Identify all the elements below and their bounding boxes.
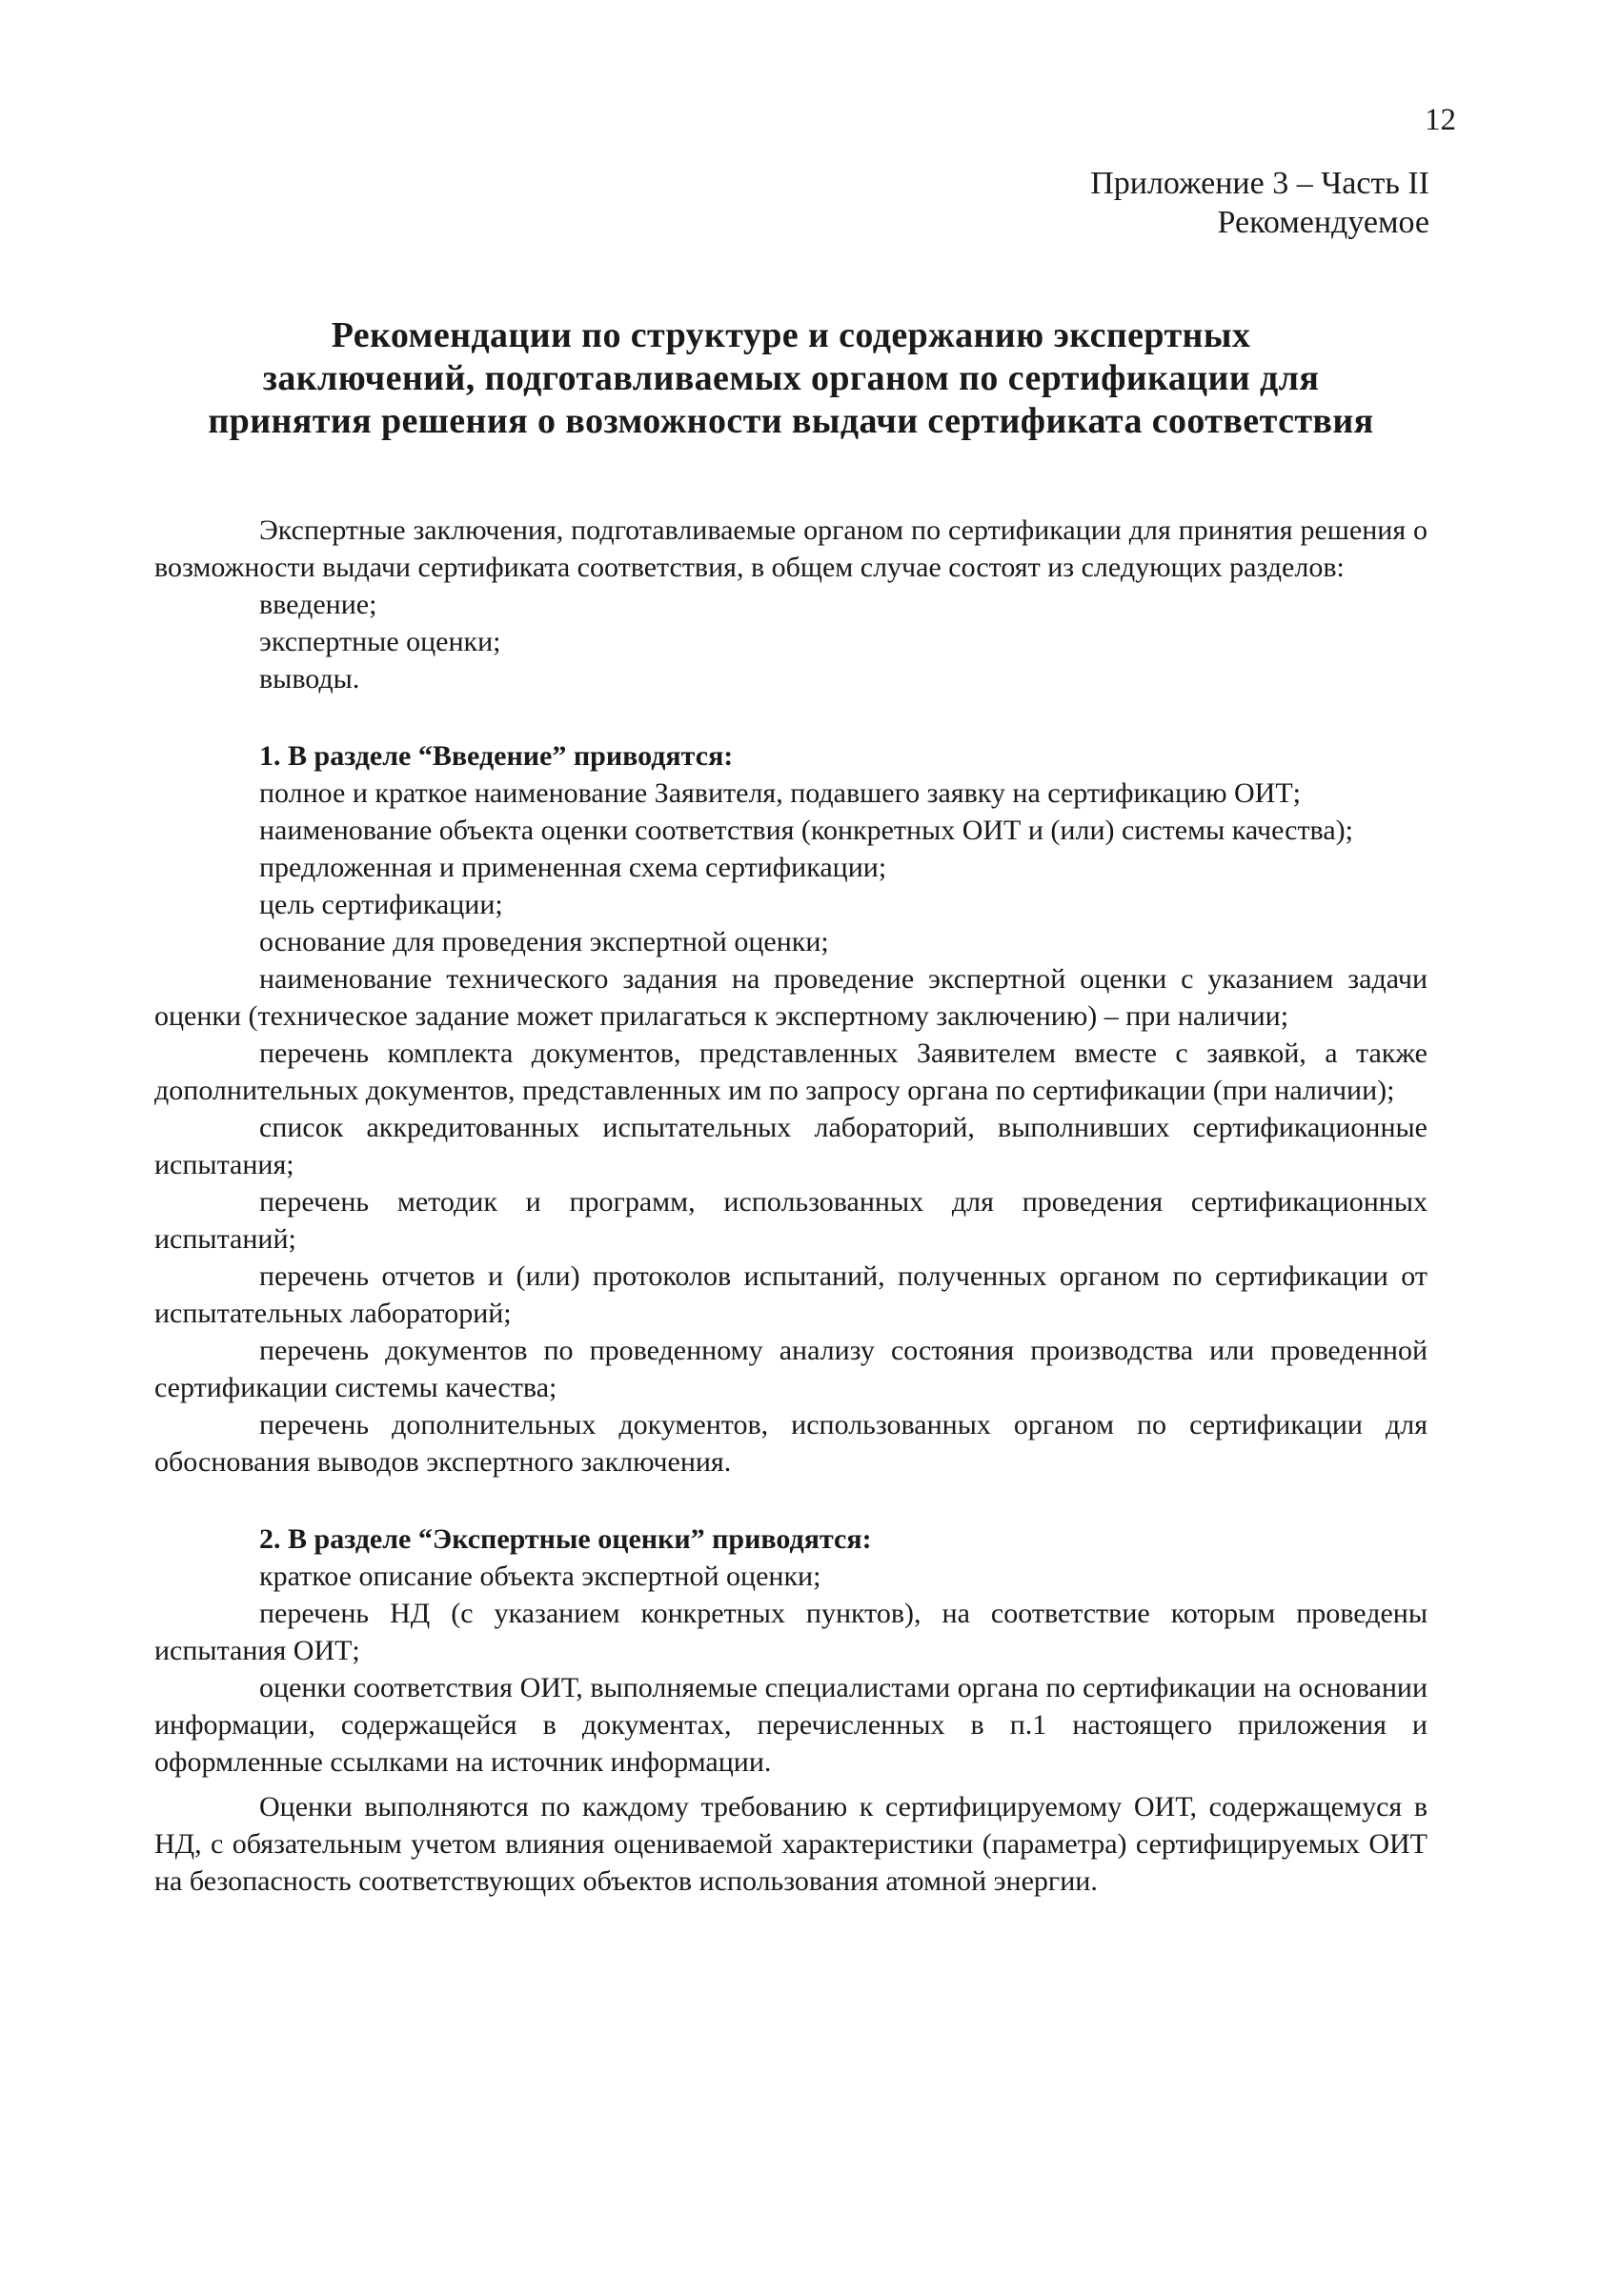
section-1-item: перечень отчетов и (или) протоколов испытаний, полученных органом по сертификации от испытательных лабораторий;	[154, 1260, 1428, 1329]
section-1-heading: 1. В разделе “Введение” приводятся:	[259, 740, 734, 772]
section-1-item: перечень документов по проведенному анализу состояния производства или проведенной сертификации системы качества;	[154, 1335, 1428, 1403]
title-line: принятия решения о возможности выдачи сертификата соответствия	[208, 401, 1374, 441]
document-title	[152, 314, 1429, 443]
section-1-item: наименование технического задания на проведение экспертной оценки с указанием задачи оценки (техническое задание может прилагаться к экспертному заключению) – при наличии;	[154, 963, 1428, 1032]
title-line: заключений, подготавливаемых органом по сертификации для	[262, 358, 1320, 398]
section-1-item: цель сертификации;	[259, 889, 503, 920]
section-1-item: перечень комплекта документов, представленных Заявителем вместе с заявкой, а также дополнительных документов, представленных им по запросу органа по сертификации (при наличии);	[154, 1037, 1428, 1106]
appendix-part: Приложение 3 – Часть II	[1090, 166, 1429, 201]
section-1-item: наименование объекта оценки соответствия (конкретных ОИТ и (или) системы качества);	[259, 815, 1353, 846]
section-2-item: краткое описание объекта экспертной оценки;	[259, 1561, 821, 1592]
section-1-item: основание для проведения экспертной оценки;	[259, 926, 829, 957]
section-2-heading: 2. В разделе “Экспертные оценки” приводятся:	[259, 1523, 872, 1555]
intro-list-item: введение;	[259, 589, 377, 620]
section-1-item: предложенная и примененная схема сертификации;	[259, 852, 887, 883]
section-1-item: список аккредитованных испытательных лабораторий, выполнивших сертификационные испытания;	[154, 1112, 1428, 1180]
appendix-status: Рекомендуемое	[1217, 205, 1429, 240]
document-body	[154, 512, 1428, 1900]
page-number: 12	[1425, 103, 1456, 137]
appendix-label	[1090, 164, 1429, 242]
section-1-item: перечень дополнительных документов, использованных органом по сертификации для обоснования выводов экспертного заключения.	[154, 1409, 1428, 1478]
section-2-paragraph: Оценки выполняются по каждому требованию к сертифицируемому ОИТ, содержащемуся в НД, с обязательным учетом влияния оцениваемой характеристики (параметра) сертифицируемых ОИТ на безопасность соответствующих объектов использования атомной энергии.	[154, 1791, 1428, 1897]
intro-list-item: экспертные оценки;	[259, 626, 501, 657]
section-1-item: перечень методик и программ, использованных для проведения сертификационных испытаний;	[154, 1186, 1428, 1255]
intro-list-item: выводы.	[259, 663, 360, 695]
section-1-item: полное и краткое наименование Заявителя, подавшего заявку на сертификацию ОИТ;	[259, 777, 1301, 809]
intro-paragraph: Экспертные заключения, подготавливаемые органом по сертификации для принятия решения о возможности выдачи сертификата соответствия, в общем случае состоят из следующих разделов:	[154, 514, 1428, 583]
section-2-item: перечень НД (с указанием конкретных пунктов), на соответствие которым проведены испытания ОИТ;	[154, 1598, 1428, 1666]
title-line: Рекомендации по структуре и содержанию экспертных	[331, 315, 1251, 355]
section-2-item: оценки соответствия ОИТ, выполняемые специалистами органа по сертификации на основании информации, содержащейся в документах, перечисленных в п.1 настоящего приложения и оформленные ссылками на источник информации.	[154, 1672, 1428, 1778]
